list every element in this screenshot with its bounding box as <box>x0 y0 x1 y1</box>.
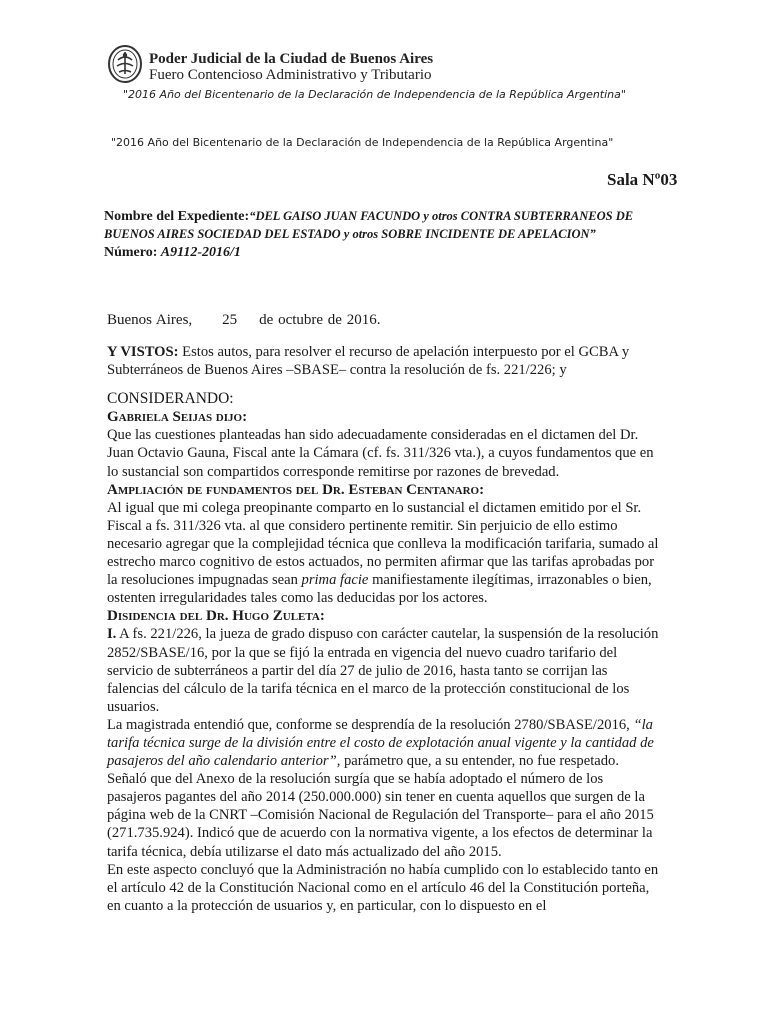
date-rest: de octubre de 2016. <box>259 312 381 328</box>
header-motto: "2016 Año del Bicentenario de la Declaración de Independencia de la República Argentina" <box>123 88 626 101</box>
vistos-paragraph <box>107 343 659 379</box>
centanaro-text-b: manifiestamente ilegítimas, irrazonables o bien, ostenten irregularidades tales como las deducidas por los actores. <box>107 572 652 607</box>
vistos-text: Estos autos, para resolver el recurso de apelación interpuesto por el GCBA y Subterráneos de Buenos Aires –SBASE– contra la resolución de fs. 221/226; y <box>107 344 630 379</box>
zuleta-quote: “la tarifa técnica surge de la división entre el costo de explotación anual vigente y la cantidad de pasajeros del año calendario anterior”, <box>107 716 654 770</box>
seijas-text: Que las cuestiones planteadas han sido adecuadamente consideradas en el dictamen del Dr. Juan Octavio Gauna, Fiscal ante la Cámara (cf. fs. 311/326 vta.), a cuyos fundamentos que en lo sustancial son compartidos corresponde remitirse por razones de brevedad. <box>107 427 654 480</box>
zuleta-p1: A fs. 221/226, la jueza de grado dispuso con carácter cautelar, la suspensión de la resolución 2852/SBASE/16, por la que se fijó la entrada en vigencia del nuevo cuadro tarifario del servicio de subterráneos a partir del día 27 de julio de 2016, hasta tanto se corrijan las falencias del cálculo de la tarifa técnica en el marco de la protección constitucional de los usuarios. <box>107 626 659 715</box>
considerando-heading: CONSIDERANDO: <box>107 390 234 408</box>
vistos-label: Y VISTOS: <box>107 344 179 360</box>
centanaro-heading: Ampliación de fundamentos del Dr. Esteban Centanaro: <box>107 481 485 498</box>
expediente-label: Nombre del Expediente: <box>104 209 250 224</box>
date-day: 25 <box>222 312 238 328</box>
centanaro-text-a: Al igual que mi colega preopinante comparto en lo sustancial el dictamen emitido por el Sr. Fiscal a fs. 311/326 vta. al que considero pertinente remitir. Sin perjuicio de ello estimo necesario agregar que la complejidad técnica que conlleva la modificación tarifaria, sumado al estrecho marco cognitivo de estos actuados, no permiten afirmar que las tarifas aprobadas por la resoluciones impugnadas sean <box>107 499 659 589</box>
institution-name: Poder Judicial de la Ciudad de Buenos Aires <box>149 51 434 67</box>
expediente-name: “DEL GAISO JUAN FACUNDO y otros CONTRA SUBTERRANEOS DE BUENOS AIRES SOCIEDAD DEL ESTADO y otros SOBRE INCIDENTE DE APELACION” <box>104 209 634 241</box>
document-motto: "2016 Año del Bicentenario de la Declaración de Independencia de la República Argentina" <box>111 136 614 149</box>
document-body <box>107 343 659 915</box>
seijas-heading: Gabriela Seijas dijo: <box>107 409 248 426</box>
zuleta-paragraph-1 <box>107 625 659 715</box>
centanaro-italic: prima facie <box>301 572 369 589</box>
numero-label: Número: <box>104 245 158 260</box>
document-date <box>107 312 380 329</box>
zuleta-paragraph-3: En este aspecto concluyó que la Administración no había cumplido con lo establecido tanto en el artículo 42 de la Constitución Nacional como en el artículo 46 del la Constitución porteña, en cuanto a la protección de usuarios y, en particular, con lo dispuesto en el <box>107 861 659 914</box>
roman-numeral-i: I. <box>107 626 117 643</box>
sala-number: Sala Nº03 <box>607 170 678 189</box>
numero-value: A9112-2016/1 <box>160 245 241 260</box>
zuleta-p2-b: parámetro que, a su entender, no fue respetado. Señaló que del Anexo de la resolución surgía que se había adoptado el número de los pasajeros pagantes del año 2014 (250.000.000) sin tener en cuenta aquellos que surgen de la página web de la CNRT –Comisión Nacional de Regulación del Transporte– para el año 2015 (271.735.924). Indicó que de acuerdo con la normativa vigente, a los efectos de determinar la tarifa técnica, debía utilizarse el dato más actualizado del año 2015. <box>107 753 654 860</box>
date-city: Buenos Aires, <box>107 312 193 328</box>
zuleta-heading: Disidencia del Dr. Hugo Zuleta: <box>107 608 325 625</box>
court-seal-icon <box>107 44 143 84</box>
zuleta-paragraph-2 <box>107 716 659 861</box>
centanaro-paragraph <box>107 499 659 608</box>
fuero-name: Fuero Contencioso Administrativo y Tributario <box>149 67 432 83</box>
expediente-block <box>104 207 664 261</box>
zuleta-p2-a: La magistrada entendió que, conforme se desprendía de la resolución 2780/SBASE/2016, <box>107 716 634 733</box>
